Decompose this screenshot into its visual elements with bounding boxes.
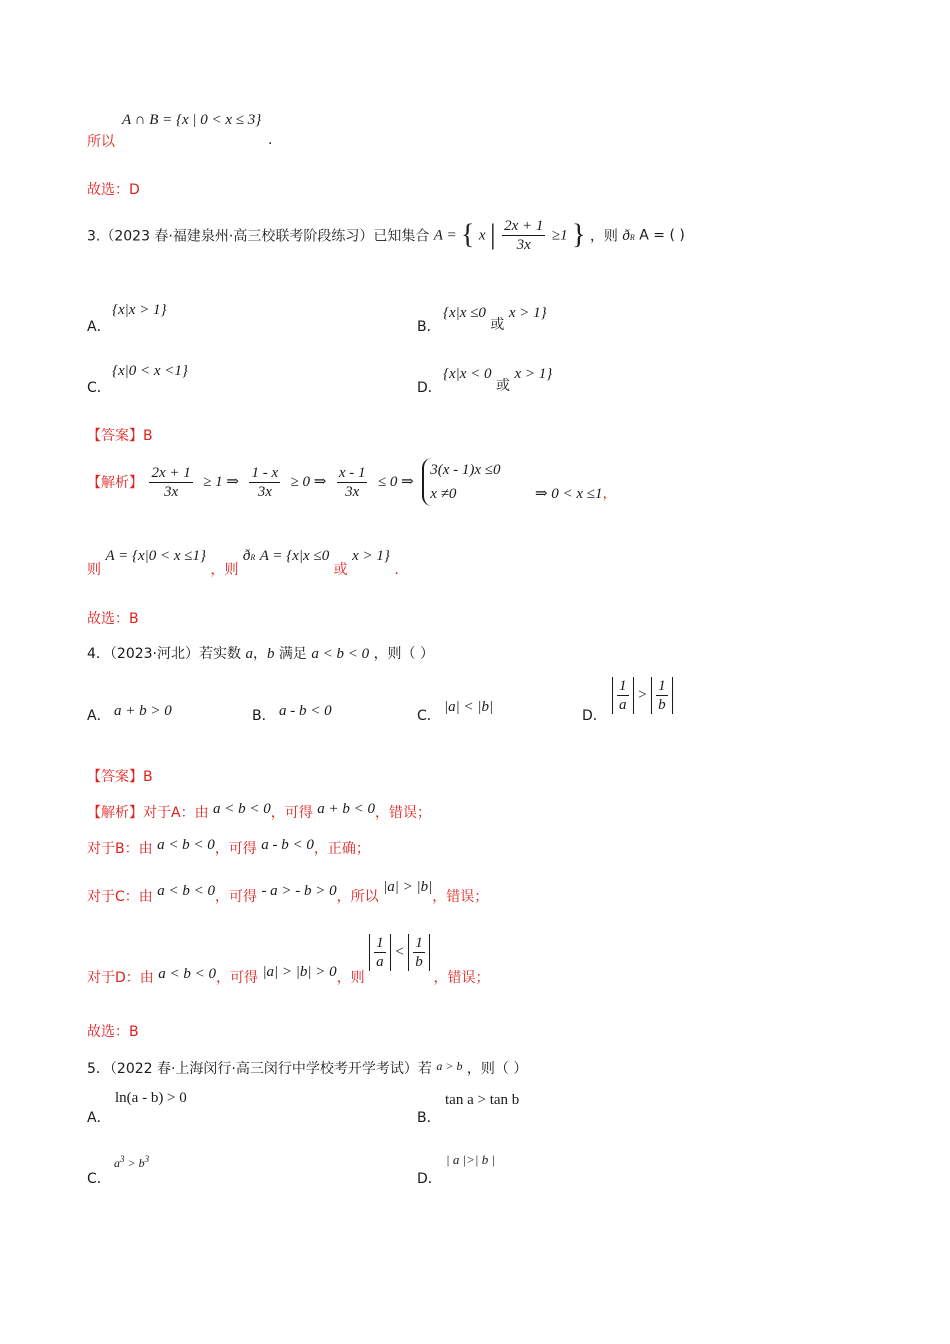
intersection-prefix: 所以 (87, 134, 115, 150)
q3-option-a-label: A． (87, 319, 111, 335)
q3-set-a-label: A = (433, 227, 457, 244)
q4-answer: 【答案】B (87, 769, 153, 785)
question-4: 4．（2023·河北）若实数 a，b 满足 a < b < 0 ，则（ ） (87, 646, 435, 662)
q4-option-c-label: C． (417, 708, 441, 724)
q4-option-b-label: B． (252, 708, 276, 724)
q3-an-frac3: $\frac{x - 1}{3x}$ (338, 464, 366, 500)
q4-option-c: |a| < |b| (444, 699, 494, 715)
q4-option-d-label: D． (582, 708, 607, 724)
q3-complement-rest: A = ( ) (639, 227, 685, 244)
q5-option-c-label: C． (87, 1171, 111, 1187)
q3-option-c-label: C． (87, 380, 111, 396)
question-3 (87, 217, 685, 254)
q3-then: ，则 (589, 228, 618, 245)
q3-an-frac1: $\frac{2x + 1}{3x}$ (151, 464, 191, 500)
q5-option-b-label: B． (417, 1110, 441, 1126)
q4-option-a-label: A． (87, 708, 111, 724)
question-5: 5．（2022 春·上海闵行·高三闵行中学校考开学考试）若 a > b ，则（ ） (87, 1059, 528, 1077)
q4-analysis-line4: 对于D：由 a < b < 0，可得 |a| > |b| > 0，则 $\frac{1}{a}$ < $\frac{1}{b}$ ，错误； (87, 935, 490, 986)
q3-option-a: {x|x > 1} (112, 302, 167, 318)
q4-option-b: a - b < 0 (279, 703, 332, 719)
q5-option-d-label: D． (417, 1171, 442, 1187)
intersection-period: . (268, 132, 273, 148)
q3-option-b: {x|x ≤0 或 x > 1} (443, 305, 547, 333)
q3-then-line: 则 A = {x|0 < x ≤1} ，则 ðR A = {x|x ≤0 或 x > 1} . (87, 548, 399, 578)
q3-option-d: {x|x < 0 或 x > 1} (443, 366, 553, 394)
q3-right-brace: } (572, 219, 586, 251)
q4-analysis-line1: 【解析】对于A：由 a < b < 0，可得 a + b < 0，错误； (87, 801, 431, 821)
q3-set-var: x (478, 227, 486, 244)
q4-analysis-line2: 对于B：由 a < b < 0，可得 a - b < 0，正确； (87, 837, 370, 857)
q4-conclusion: 故选：B (87, 1024, 139, 1040)
q4-analysis-line3: 对于C：由 a < b < 0，可得 - a > - b > 0，所以 |a| > |b|，错误； (87, 879, 489, 905)
q5-option-c: $a^3 > b^3$ (114, 1154, 150, 1170)
q3-frac-num: 2x + 1 (504, 218, 544, 234)
q5-option-b: tan a > tan b (445, 1092, 520, 1108)
q3-prefix: 3.（2023 春·福建泉州·高三校联考阶段练习）已知集合 (87, 228, 430, 245)
q5-option-d: | a |>| b | (446, 1152, 496, 1167)
q3-option-d-label: D． (417, 380, 442, 396)
q3-set-fraction (502, 217, 545, 254)
q3-option-b-label: B． (417, 319, 441, 335)
q3-an-system: 3(x - 1)x ≤0 x ≠0 (422, 458, 500, 506)
q3-complement: ðR (622, 227, 635, 244)
q3-option-c: {x|0 < x <1} (112, 363, 188, 379)
q5-option-a: ln(a - b) > 0 (115, 1090, 187, 1106)
q3-ge1: ≥1 (551, 227, 568, 244)
intersection-formula: A ∩ B = {x | 0 < x ≤ 3} (122, 112, 262, 128)
q3-set-bar: | (490, 219, 496, 251)
q3-an-frac2: $\frac{1 - x}{3x}$ (251, 464, 279, 500)
q3-analysis: 【解析】 $\frac{2x + 1}{3x}$ ≥ 1 ⇒ $\frac{1 - x}{3x}$ ≥ 0 ⇒ $\frac{x - 1}{3x}$ ≤ 0 ⇒ 3(x - 1)x ≤0 x ≠0 ⇒ 0 < x ≤1， (87, 458, 617, 506)
q3-left-brace: { (461, 219, 475, 251)
q3-answer: 【答案】B (87, 428, 153, 444)
conclusion-d: 故选：D (87, 182, 140, 198)
q4-option-a: a + b > 0 (114, 703, 172, 719)
q3-conclusion: 故选：B (87, 611, 139, 627)
q5-option-a-label: A． (87, 1110, 111, 1126)
q3-frac-den: 3x (516, 237, 531, 253)
q4-option-d: $\frac{1}{a}$ > $\frac{1}{b}$ (612, 677, 673, 714)
